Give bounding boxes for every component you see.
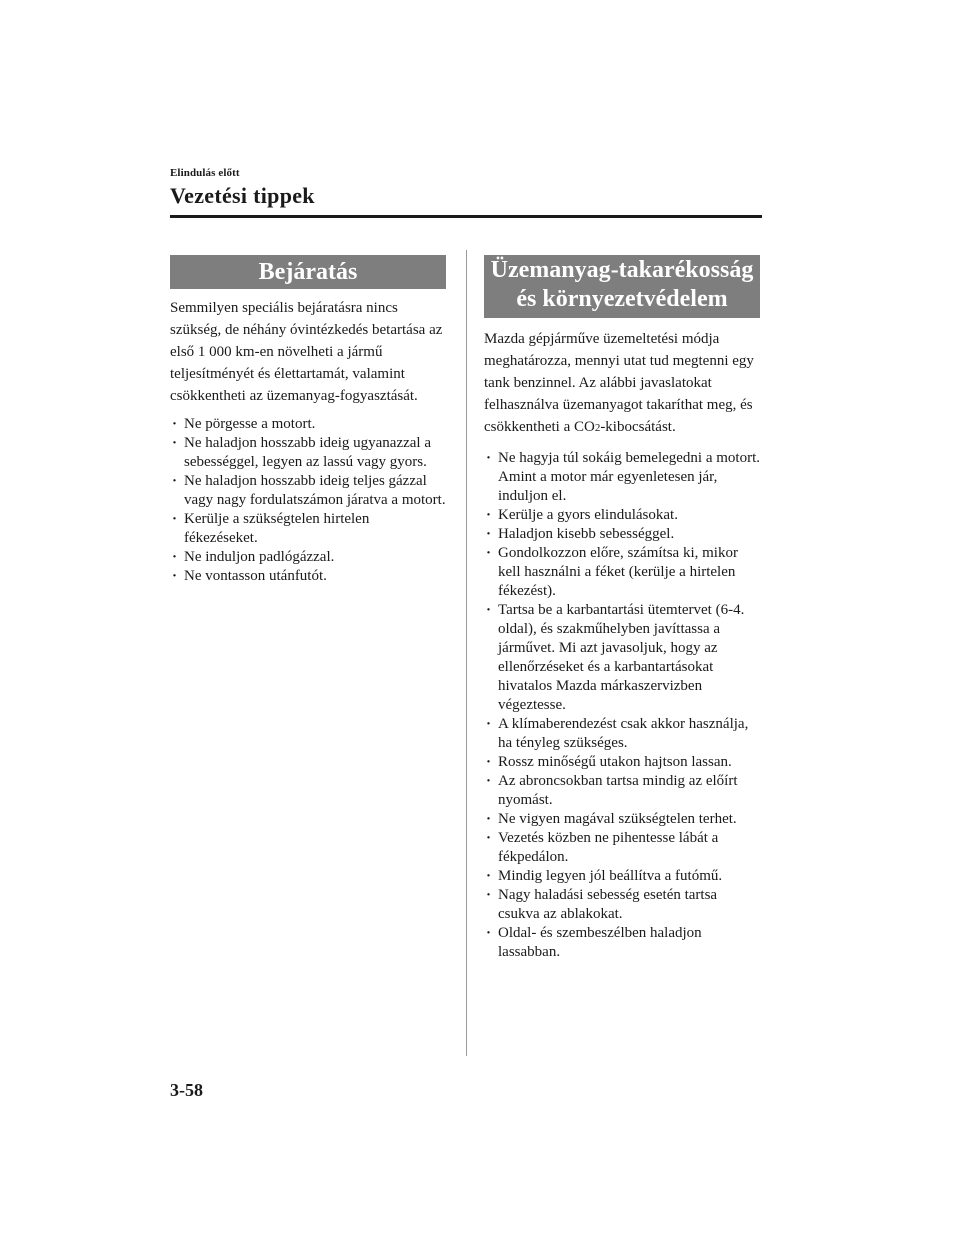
right-column xyxy=(484,255,760,962)
section-heading-break-in: Bejáratás xyxy=(170,255,446,289)
heading-line-1: Üzemanyag-takarékosság xyxy=(490,257,754,283)
list-item: · A klímaberendezést csak akkor használja, ha tényleg szükséges. xyxy=(484,715,760,753)
list-item: · Ne haladjon hosszabb ideig ugyanazzal a sebességgel, legyen az lassú vagy gyors. xyxy=(170,434,446,472)
list-item: · Ne vigyen magával szükségtelen terhet. xyxy=(484,810,760,829)
list-item: · Vezetés közben ne pihentesse lábát a fékpedálon. xyxy=(484,829,760,867)
list-item: · Mindig legyen jól beállítva a futómű. xyxy=(484,867,760,886)
list-item: · Rossz minőségű utakon hajtson lassan. xyxy=(484,753,760,772)
header-rule xyxy=(170,215,762,218)
list-item: · Ne pörgesse a motort. xyxy=(170,415,446,434)
column-divider xyxy=(466,250,467,1056)
co2-subscript: 2 xyxy=(594,422,601,434)
list-item: · Kerülje a gyors elindulásokat. xyxy=(484,506,760,525)
left-column xyxy=(170,255,446,586)
list-item: · Oldal- és szembeszélben haladjon lassabban. xyxy=(484,924,760,962)
list-item: · Ne induljon padlógázzal. xyxy=(170,548,446,567)
list-item: · Gondolkozzon előre, számítsa ki, mikor kell használni a féket (kerülje a hirtelen fékezést). xyxy=(484,544,760,601)
list-item: · Kerülje a szükségtelen hirtelen fékezéseket. xyxy=(170,510,446,548)
list-item: · Ne vontasson utánfutót. xyxy=(170,567,446,586)
heading-line-2: és környezetvédelem xyxy=(516,286,728,312)
break-in-intro: Semmilyen speciális bejáratásra nincs szükség, de néhány óvintézkedés betartása az első 1 000 km-en növelheti a jármű teljesítményét és élettartamát, valamint csökkentheti az üzemanyag-fogyasztását. xyxy=(170,300,443,404)
list-item: · Ne hagyja túl sokáig bemelegedni a motort. Amint a motor már egyenletesen jár, induljon el. xyxy=(484,449,760,506)
fuel-economy-list xyxy=(484,449,760,962)
list-item: · Az abroncsokban tartsa mindig az előírt nyomást. xyxy=(484,772,760,810)
page-number: 3-58 xyxy=(170,1080,203,1100)
page-title: Vezetési tippek xyxy=(170,183,315,208)
list-item: · Haladjon kisebb sebességgel. xyxy=(484,525,760,544)
section-heading-fuel-economy xyxy=(484,255,760,318)
intro-text: Mazda gépjárműve üzemeltetési módja meghatározza, mennyi utat tud megtenni egy tank benzinnel. Az alábbi javaslatokat felhasználva üzemanyagot takaríthat meg, és csökkentheti a CO xyxy=(484,331,754,435)
list-item: · Nagy haladási sebesség esetén tartsa csukva az ablakokat. xyxy=(484,886,760,924)
break-in-list xyxy=(170,415,446,586)
list-item: · Ne haladjon hosszabb ideig teljes gázzal vagy nagy fordulatszámon járatva a motort. xyxy=(170,472,446,510)
breadcrumb: Elindulás előtt xyxy=(170,167,240,179)
fuel-economy-intro xyxy=(484,328,760,439)
list-item: · Tartsa be a karbantartási ütemtervet (6-4. oldal), és szakműhelyben javíttassa a járművet. Mi azt javasoljuk, hogy az ellenőrzéseket és a karbantartásokat hivatalos Mazda márkaszervizben végeztesse. xyxy=(484,601,760,715)
intro-text-end: -kibocsátást. xyxy=(600,419,676,435)
